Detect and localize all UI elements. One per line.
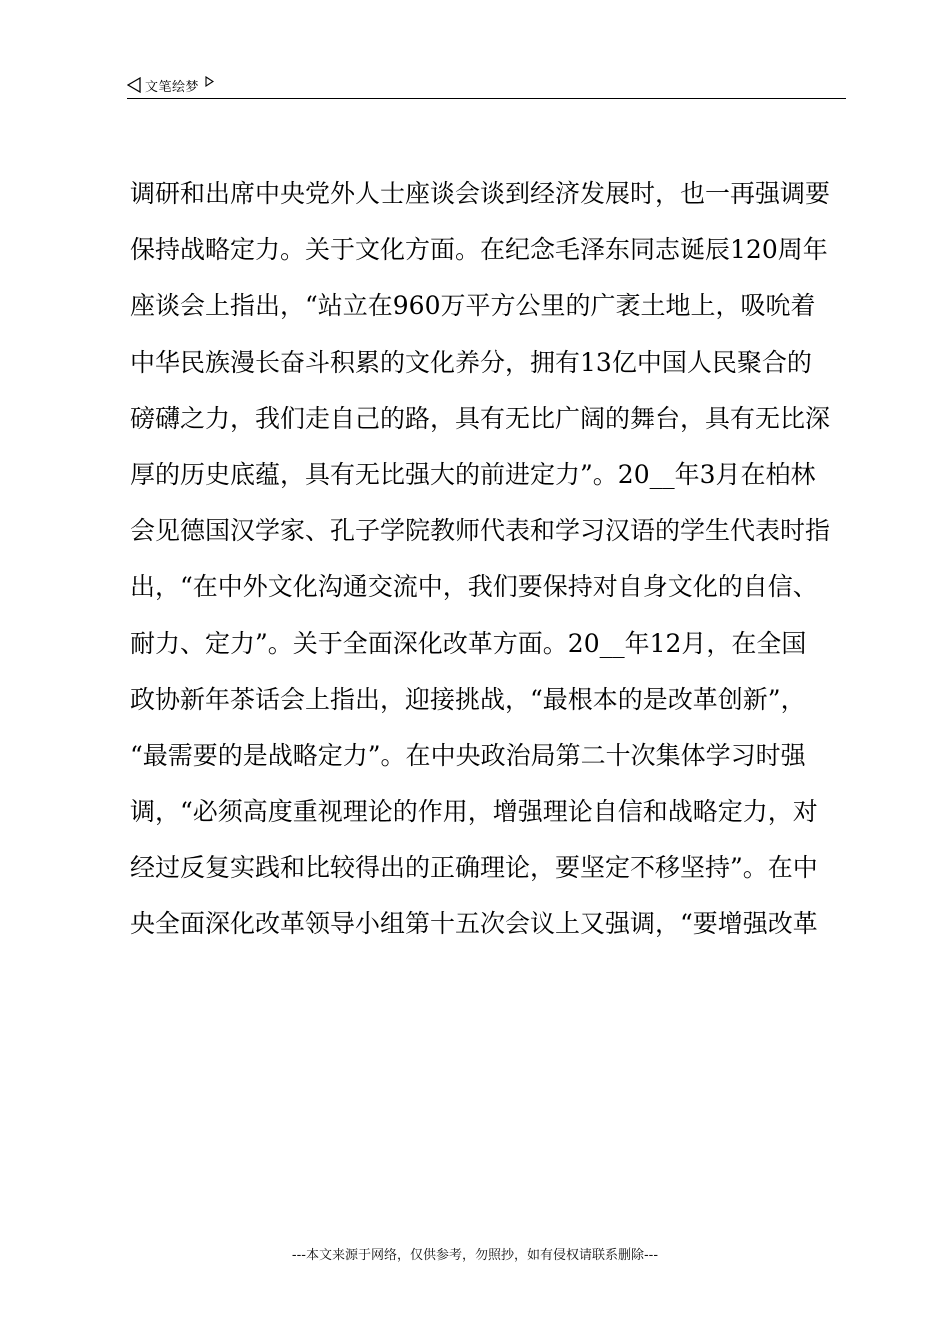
triangle-left-icon — [127, 77, 141, 93]
text-line: 调，“必须高度重视理论的作用，增强理论自信和战略定力，对 — [130, 797, 818, 827]
text-line: 会见德国汉学家、孔子学院教师代表和学习汉语的学生代表时指 — [130, 516, 831, 546]
text-line: 中华民族漫长奋斗积累的文化养分，拥有13亿中国人民聚合的 — [130, 347, 812, 377]
page-header — [127, 74, 846, 99]
triangle-right-icon — [205, 76, 214, 87]
text-line: 磅礴之力，我们走自己的路，具有无比广阔的舞台，具有无比深 — [130, 403, 831, 433]
text-line: 座谈会上指出，“站立在960万平方公里的广袤土地上，吸吮着 — [130, 291, 816, 321]
brand — [127, 74, 214, 96]
text-line: 央全面深化改革领导小组第十五次会议上又强调，“要增强改革 — [130, 909, 818, 939]
text-line: 保持战略定力。关于文化方面。在纪念毛泽东同志诞辰120周年 — [130, 235, 828, 265]
text-line: 厚的历史底蕴，具有无比强大的前进定力”。20__年3月在柏林 — [130, 459, 816, 489]
text-line: 出，“在中外文化沟通交流中，我们要保持对自身文化的自信、 — [130, 572, 818, 602]
text-line: “最需要的是战略定力”。在中央政治局第二十次集体学习时强 — [130, 740, 806, 770]
text-line: 政协新年茶话会上指出，迎接挑战，“最根本的是改革创新”， — [130, 684, 806, 714]
body-text — [130, 166, 846, 953]
text-line: 经过反复实践和比较得出的正确理论，要坚定不移坚持”。在中 — [130, 853, 818, 883]
copyright-notice: ---本文来源于网络，仅供参考，勿照抄，如有侵权请联系删除--- — [291, 1248, 659, 1263]
text-line: 调研和出席中央党外人士座谈会谈到经济发展时，也一再强调要 — [130, 179, 831, 208]
text-line: 耐力、定力”。关于全面深化改革方面。20__年12月，在全国 — [130, 628, 807, 658]
brand-name: 文笔绘梦 — [145, 79, 200, 95]
